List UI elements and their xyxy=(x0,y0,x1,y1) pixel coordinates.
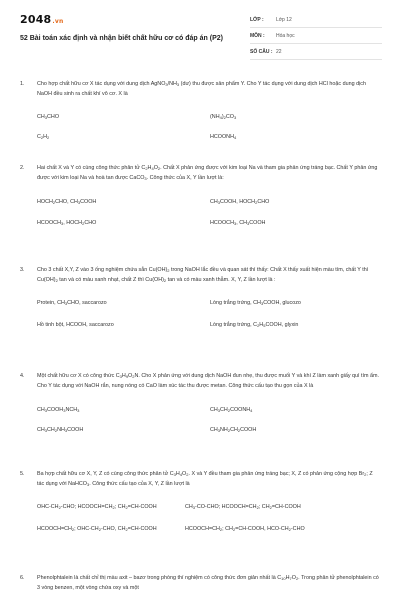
logo-suffix: .vn xyxy=(52,18,64,25)
info-label: LỚP : xyxy=(250,16,264,23)
options xyxy=(37,489,380,533)
options xyxy=(37,285,380,329)
document-title: 52 Bài toán xác định và nhận biết chất hữu cơ có đáp án (P2) xyxy=(20,35,223,42)
question-number: 2. xyxy=(20,165,25,171)
info-row-class xyxy=(250,12,382,28)
question-2 xyxy=(20,164,380,227)
options xyxy=(37,391,380,434)
option-b[interactable]: $CH_3COOH$, $HOCH_2CHO$ xyxy=(210,199,270,206)
logo-text: 2048 xyxy=(20,13,52,26)
option-b[interactable]: $CH_3-CO$-CHO; $HCOOCH=CH_2$; $CH_2=CH$-COOH xyxy=(185,504,301,511)
question-number: 6. xyxy=(20,575,25,581)
info-label: SỐ CÂU : xyxy=(250,48,273,55)
question-number: 1. xyxy=(20,81,25,87)
option-a[interactable]: Protein, $CH_3CHO$, saccarozo xyxy=(37,300,107,307)
option-c[interactable]: $HCOOCH=CH_2$; OHC-$CH_2$-CHO, $CH_2=CH$-COOH xyxy=(37,526,157,533)
question-text: Phenolphtalein là chất chỉ thị màu axit – bazơ trong phòng thí nghiệm có công thức đơn giản nhất là $C_{10}H_7O_2$. Trong phân tử phenolphtalein có 3 vòng benzen, một vòng chứa oxy và một xyxy=(37,575,379,591)
question-1 xyxy=(20,80,380,139)
options xyxy=(37,183,380,227)
info-label: MÔN : xyxy=(250,32,265,39)
option-a[interactable]: $CH_3COOH_3NCH_3$ xyxy=(37,407,80,414)
question-text: Cho 3 chất X,Y, Z vào 3 ống nghiệm chứa sẵn $Cu(OH)_2$ trong NaOH lắc đều và quan sát thì thấy: Chất X thấy xuất hiện màu tím, chất Y thì $Cu(OH)_2$ tan và có màu xanh nhạt, chất Z thì $Cu(OH)_2$ tan và có màu xanh thẫm. X, Y, Z lần lượt là : xyxy=(37,267,369,283)
info-value: Hóa học xyxy=(276,32,295,39)
info-row-count xyxy=(250,44,382,60)
option-c[interactable]: $HCOOCH_3$, $HOCH_2CHO$ xyxy=(37,220,97,227)
question-text: Hai chất X và Y có cùng công thức phân tử $C_2H_4O_2$. Chất X phản ứng được với kim loại Na và tham gia phản ứng tráng bạc. Chất Y phản ứng được với kim loại Na và hoà tan được CaCO$_3$. Công thức của X, Y lần lượt là: xyxy=(37,165,378,181)
info-row-subject xyxy=(250,28,382,44)
question-text: Cho hợp chất hữu cơ X tác dụng với dung dịch $AgNO_3/NH_3$ (dư) thu được sản phẩm Y. Cho Y tác dụng với dung dịch HCl hoặc dung dịch NaOH đều sinh ra chất khí vô cơ. X là xyxy=(37,81,366,97)
question-3 xyxy=(20,266,380,329)
option-b[interactable]: $(NH_4)_2CO_3$ xyxy=(210,114,237,121)
info-value: Lớp 12 xyxy=(276,16,292,23)
question-5 xyxy=(20,470,380,533)
info-panel xyxy=(250,12,382,60)
info-value: 22 xyxy=(276,48,282,55)
option-d[interactable]: $CH_3NH_2CH_2COOH$ xyxy=(210,427,257,434)
option-b[interactable]: $CH_3CH_2COONH_4$ xyxy=(210,407,253,414)
question-number: 3. xyxy=(20,267,25,273)
question-number: 4. xyxy=(20,373,25,379)
option-a[interactable]: $CH_3CHO$ xyxy=(37,114,60,121)
question-4 xyxy=(20,372,380,434)
question-number: 5. xyxy=(20,471,25,477)
option-c[interactable]: $C_2H_2$ xyxy=(37,134,50,141)
option-d[interactable]: $HCOOCH_3$, $CH_3COOH$ xyxy=(210,220,266,227)
option-b[interactable]: Lòng trắng trứng, $CH_3COOH$, glucozo xyxy=(210,300,301,307)
option-d[interactable]: $HCOOCH=CH_2$; $CH_2=CH$-COOH, HCO-$CH_2$-CHO xyxy=(185,526,305,533)
option-d[interactable]: $HCOONH_4$ xyxy=(210,134,237,141)
option-a[interactable]: $HOCH_2CHO$, $CH_3COOH$ xyxy=(37,199,97,206)
question-6 xyxy=(20,574,380,593)
site-logo[interactable] xyxy=(20,13,63,26)
option-d[interactable]: Lòng trắng trứng, $C_2H_5COOH$, glyxin xyxy=(210,322,299,329)
question-text: Ba hợp chất hữu cơ X, Y, Z có cùng công thức phân tử $C_3H_4O_2$. X và Y đều tham gia phản ứng tráng bạc; X, Z có phản ứng cộng hợp $Br_2$; Z tác dụng với NaHCO$_3$. Công thức cấu tạo của X, Y, Z lần lượt là xyxy=(37,471,373,487)
question-text: Một chất hữu cơ X có công thức $C_3H_9O_2N$. Cho X phản ứng với dung dịch NaOH đun nhẹ, thu được muối Y và khí Z làm xanh giấy quì tím ẩm. Cho Y tác dụng với NaOH rắn, nung nóng có CaO làm xúc tác thu được metan. Công thức cấu tạo thu gọn của X là xyxy=(37,373,379,389)
option-c[interactable]: $CH_3CH_2NH_3COOH$ xyxy=(37,427,84,434)
options xyxy=(37,99,380,139)
option-a[interactable]: OHC-$CH_2$-CHO; $HCOOCH=CH_2$; $CH_2=CH$-COOH xyxy=(37,504,157,511)
option-c[interactable]: Hồ tinh bột, HCOOH, saccarozo xyxy=(37,322,114,329)
